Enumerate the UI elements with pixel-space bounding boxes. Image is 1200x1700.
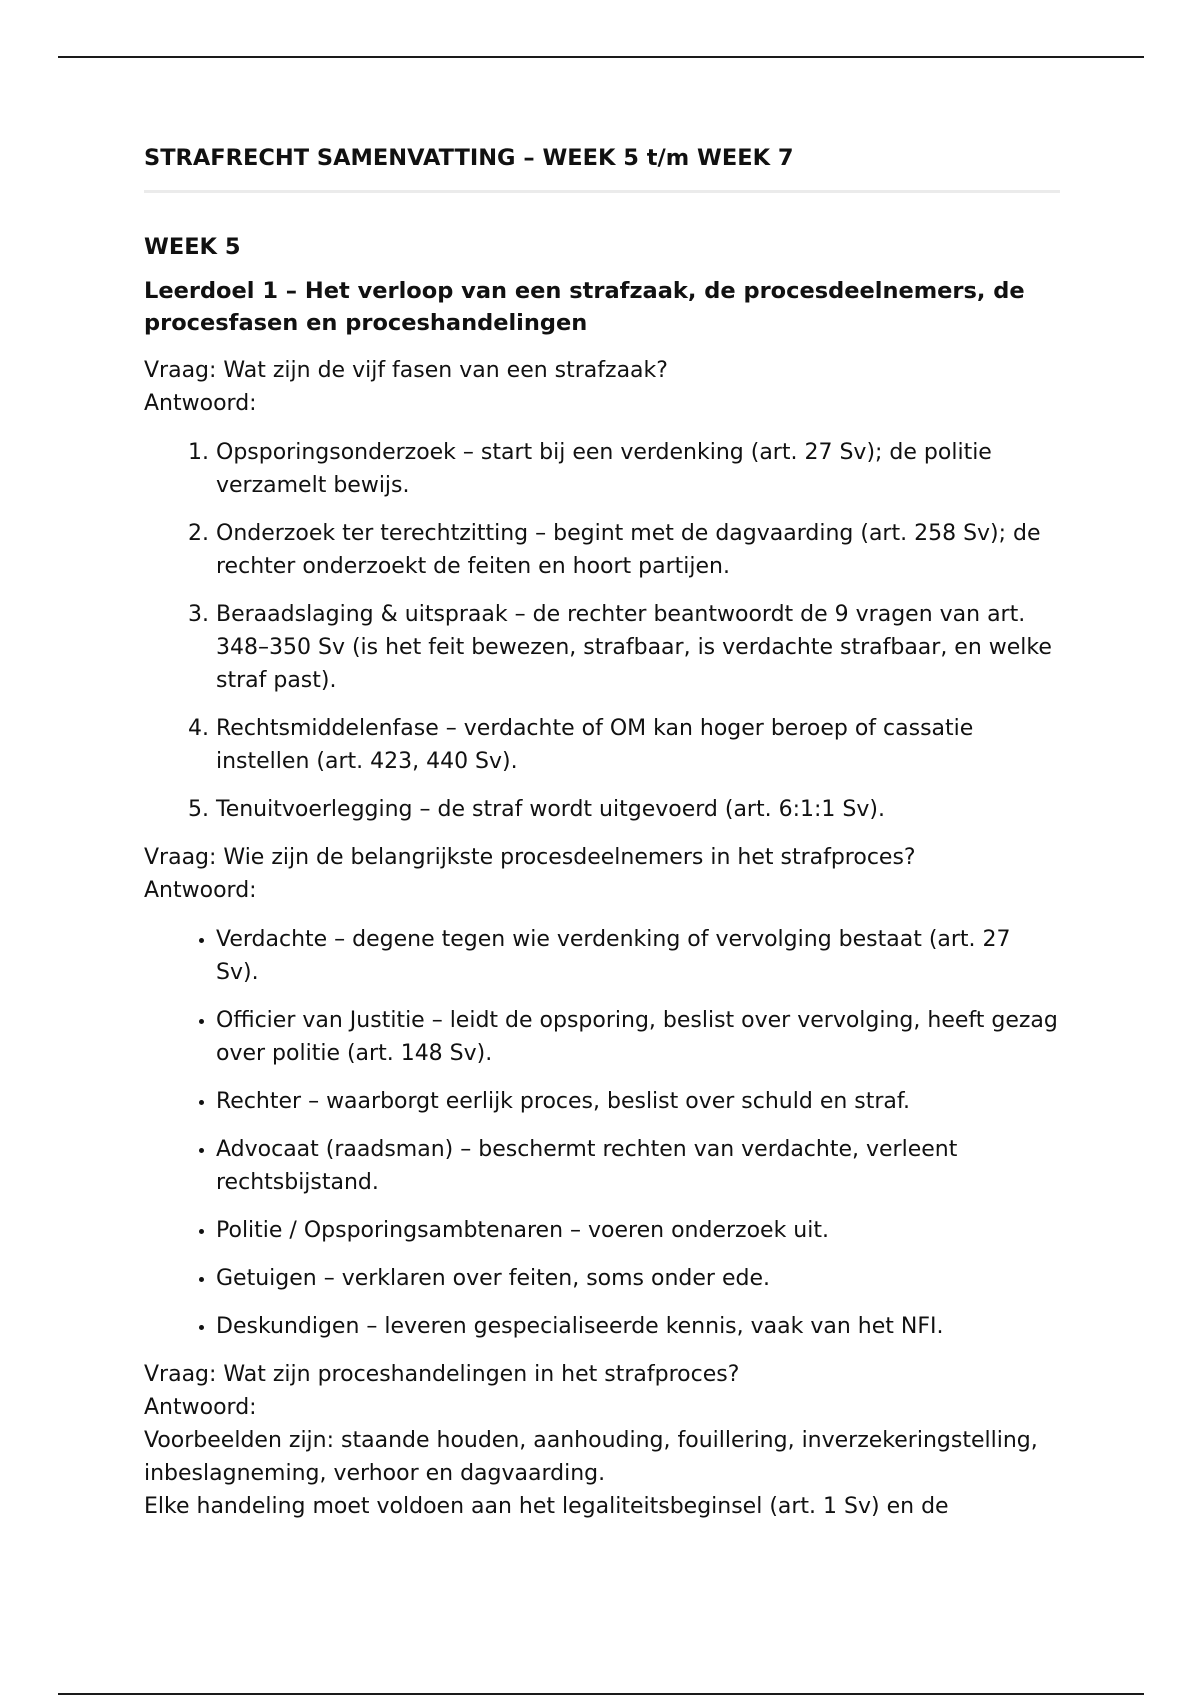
question-text: Vraag: Wat zijn de vijf fasen van een strafzaak? <box>144 358 668 383</box>
list-item: 5. Tenuitvoerlegging – de straf wordt uitgevoerd (art. 6:1:1 Sv). <box>216 793 1060 826</box>
list-item: • Politie / Opsporingsambtenaren – voeren onderzoek uit. <box>216 1214 1060 1247</box>
list-item: • Officier van Justitie – leidt de opsporing, beslist over vervolging, heeft gezag over politie (art. 148 Sv). <box>216 1004 1060 1070</box>
list-item: • Advocaat (raadsman) – beschermt rechten van verdachte, verleent rechtsbijstand. <box>216 1133 1060 1199</box>
document-title: STRAFRECHT SAMENVATTING – WEEK 5 t/m WEEK 7 <box>144 145 794 171</box>
answer-label: Antwoord: <box>144 1395 257 1420</box>
continuation-paragraph: Elke handeling moet voldoen aan het legaliteitsbeginsel (art. 1 Sv) en de <box>144 1494 949 1519</box>
list-item: 2. Onderzoek ter terechtzitting – begint met de dagvaarding (art. 258 Sv); de rechter onderzoekt de feiten en hoort partijen. <box>216 517 1060 583</box>
list-item: 1. Opsporingsonderzoek – start bij een verdenking (art. 27 Sv); de politie verzamelt bewijs. <box>216 436 1060 502</box>
week-heading: WEEK 5 <box>144 234 241 260</box>
title-divider <box>144 190 1060 193</box>
question-text: Vraag: Wat zijn proceshandelingen in het strafproces? <box>144 1362 740 1387</box>
examples-paragraph: Voorbeelden zijn: staande houden, aanhouding, fouillering, inverzekeringstelling, inbeslagneming, verhoor en dagvaarding. <box>144 1428 1038 1486</box>
list-item: • Deskundigen – leveren gespecialiseerde kennis, vaak van het NFI. <box>216 1310 1060 1343</box>
learning-goal-heading: Leerdoel 1 – Het verloop van een strafzaak, de procesdeelnemers, de procesfasen en proceshandelingen <box>144 278 1025 336</box>
list-item: 3. Beraadslaging & uitspraak – de rechter beantwoordt de 9 vragen van art. 348–350 Sv (is het feit bewezen, strafbaar, is verdachte strafbaar, en welke straf past). <box>216 598 1060 697</box>
list-item: • Rechter – waarborgt eerlijk proces, beslist over schuld en straf. <box>216 1085 1060 1118</box>
list-item: • Getuigen – verklaren over feiten, soms onder ede. <box>216 1262 1060 1295</box>
list-item: 4. Rechtsmiddelenfase – verdachte of OM kan hoger beroep of cassatie instellen (art. 423, 440 Sv). <box>216 712 1060 778</box>
answer-label: Antwoord: <box>144 391 257 416</box>
question-block-procedural-acts <box>144 1358 1060 1523</box>
page-top-rule <box>58 56 1144 58</box>
participants-list <box>144 923 1060 1343</box>
list-item: • Verdachte – degene tegen wie verdenking of vervolging bestaat (art. 27 Sv). <box>216 923 1060 989</box>
question-text: Vraag: Wie zijn de belangrijkste procesdeelnemers in het strafproces? <box>144 845 916 870</box>
phases-list <box>144 436 1060 826</box>
question-block-participants <box>144 841 1060 907</box>
page-bottom-rule <box>58 1693 1144 1695</box>
document-body <box>144 140 1060 1523</box>
question-block-phases <box>144 354 1060 420</box>
answer-label: Antwoord: <box>144 878 257 903</box>
